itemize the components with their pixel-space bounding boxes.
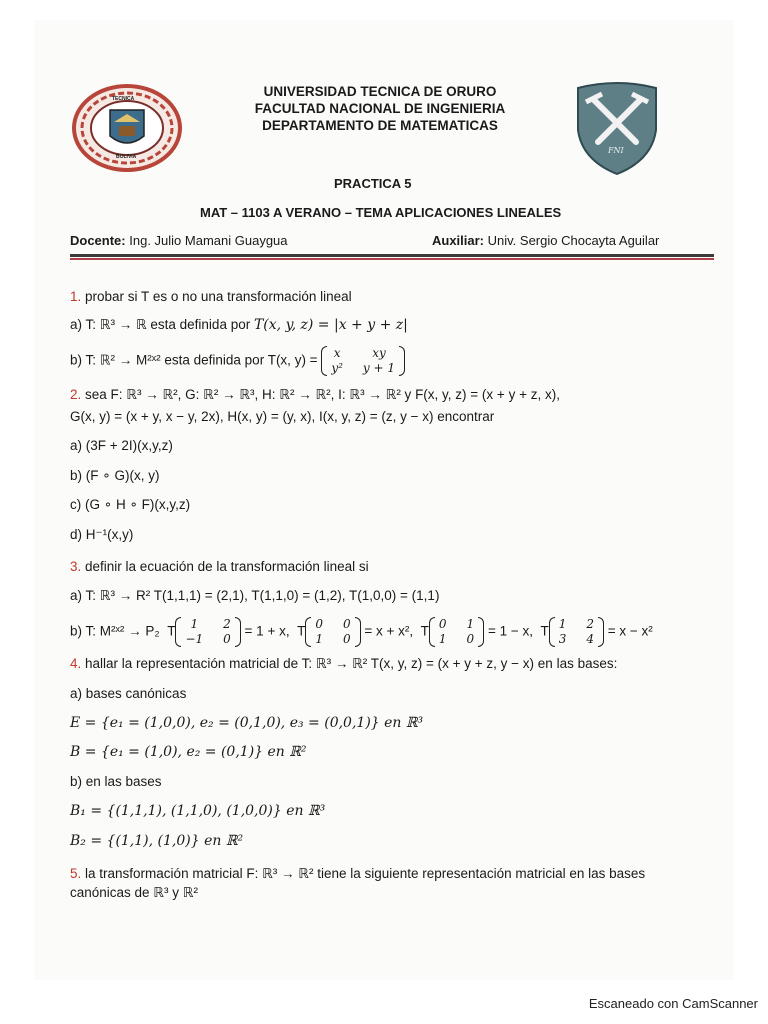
problem-5-text: la transformación matricial F: ℝ³ → ℝ² tiene la siguiente representación matricial en las bases [85,866,646,881]
seal-text-top: TECNICA [112,96,135,102]
problem-1-text: probar si T es o no una transformación lineal [85,289,352,304]
problem-4-basis-B1: B₁ = {(1,1,1), (1,1,0), (1,0,0)} en ℝ³ [70,803,326,819]
problem-1-number: 1. [70,289,82,304]
problem-3-statement [70,559,369,574]
matrix-cell: 1 [438,632,447,646]
problem-4-number: 4. [70,656,82,671]
university-seal-icon [72,84,182,172]
header-rule-red [70,258,714,260]
problem-3b-result-4: = x − x² [607,623,653,639]
problem-3b-matrix-4 [549,617,604,647]
problem-3a: a) T: ℝ³ → R² T(1,1,1) = (2,1), T(1,1,0) = (1,2), T(1,0,0) = (1,1) [70,588,440,603]
problem-1a-math: T(x, y, z) = |x + y + z| [253,317,408,333]
problem-2a: a) (3F + 2I)(x,y,z) [70,438,173,453]
matrix-cell: y² [331,361,343,375]
matrix-cell: 1 [558,617,567,631]
problem-1b [70,346,405,376]
problem-4-basis-B2: B₂ = {(1,1), (1,0)} en ℝ² [70,833,244,849]
problem-2-statement [70,387,560,403]
matrix-cell: 0 [315,617,323,631]
problem-1b-matrix [321,346,405,376]
university-name: UNIVERSIDAD TECNICA DE ORURO [263,84,497,99]
department-name: DEPARTAMENTO DE MATEMATICAS [262,118,498,133]
problem-5-statement [70,866,645,882]
problem-3b-matrix-2 [305,617,360,647]
problem-3b-result-1: = 1 + x, [244,623,290,639]
matrix-cell: −1 [185,632,204,646]
fni-shield-icon [572,80,662,176]
problem-1b-text: b) T: ℝ² → M²ˣ² esta definida por T(x, y) = [70,352,322,368]
problem-4b: b) en las bases [70,774,162,789]
assistant-name: Univ. Sergio Chocayta Aguilar [487,233,660,248]
problem-4-basis-E: E = {e₁ = (1,0,0), e₂ = (0,1,0), e₃ = (0,0,1)} en ℝ³ [70,715,424,731]
problem-2-line2: G(x, y) = (x + y, x − y, 2x), H(x, y) = (y, x), I(x, y, z) = (z, y − x) encontrar [70,409,495,424]
matrix-cell: 0 [438,617,447,631]
problem-4-basis-B: B = {e₁ = (1,0), e₂ = (0,1)} en ℝ² [70,744,307,760]
matrix-cell: 0 [466,632,475,646]
matrix-cell: 0 [342,632,351,646]
problem-3b-text: b) T: M²ˣ² → P₂ [70,623,160,639]
problem-1-statement [70,289,352,304]
problem-3b-result-2: = x + x², [364,623,414,639]
shield-text: FNI [608,146,624,155]
teacher-label: Docente: [70,233,126,248]
matrix-cell: 1 [315,632,323,646]
problem-3b: b) T: M²ˣ² → P₂ T 1 2 −1 0 = 1 + x, T 0 0 1 0 = x + x², T 0 1 1 0 = 1 − x, T 1 2 3 4 = x − x² [70,617,653,646]
matrix-cell: 2 [223,617,231,631]
matrix-cell: 4 [586,632,595,646]
problem-3-number: 3. [70,559,82,574]
problem-2-number: 2. [70,387,82,402]
problem-3b-matrix-1 [175,617,240,647]
assistant-line [432,233,659,248]
assistant-label: Auxiliar: [432,233,485,248]
matrix-cell: 0 [223,632,231,646]
problem-3b-result-3: = 1 − x, [487,623,533,639]
matrix-cell: 1 [190,617,199,631]
faculty-name: FACULTAD NACIONAL DE INGENIERIA [254,101,506,116]
problem-4a: a) bases canónicas [70,686,187,701]
camscanner-watermark: Escaneado con CamScanner [588,996,758,1011]
matrix-cell: xy [372,346,386,360]
problem-4-statement [70,656,617,672]
problem-5-number: 5. [70,866,82,881]
teacher-name: Ing. Julio Mamani Guaygua [129,233,288,248]
problem-2d: d) H⁻¹(x,y) [70,527,134,542]
matrix-cell: x [333,346,341,360]
matrix-cell: 1 [466,617,475,631]
course-title: MAT – 1103 A VERANO – TEMA APLICACIONES LINEALES [200,205,562,220]
practice-title: PRACTICA 5 [334,176,412,191]
problem-1a-text: a) T: ℝ³ → ℝ esta definida por [70,317,254,332]
seal-text-bottom: BOLIVIA [116,154,137,160]
problem-4-text: hallar la representación matricial de T: ℝ³ → ℝ² T(x, y, z) = (x + y + z, y − x) en las bases: [85,656,618,671]
problem-1a [70,317,408,333]
matrix-cell: 0 [342,617,351,631]
problem-3-text: definir la ecuación de la transformación lineal si [85,559,369,574]
matrix-cell: 3 [558,632,567,646]
problem-2-text: sea F: ℝ³ → ℝ², G: ℝ² → ℝ³, H: ℝ² → ℝ², I: ℝ³ → ℝ² y F(x, y, z) = (x + y + z, x), [85,387,560,402]
problem-3b-matrix-3 [429,617,484,647]
matrix-cell: y + 1 [362,361,396,375]
matrix-cell: 2 [586,617,595,631]
problem-5-line2: canónicas de ℝ³ y ℝ² [70,885,198,900]
problem-2c: c) (G ∘ H ∘ F)(x,y,z) [70,497,191,512]
problem-2b: b) (F ∘ G)(x, y) [70,468,160,483]
teacher-line [70,233,288,248]
header-rule-dark [70,254,714,257]
